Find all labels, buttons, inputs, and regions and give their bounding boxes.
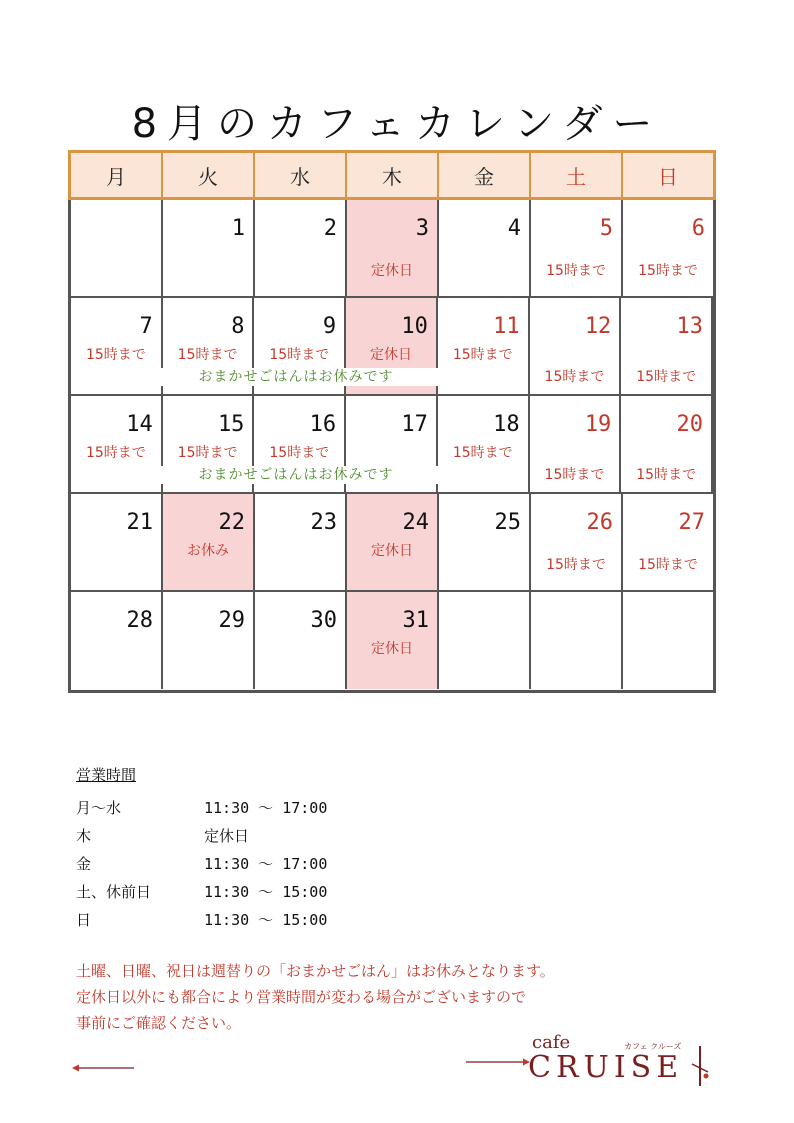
weekday-header bbox=[68, 150, 716, 200]
day-note: 15時まで bbox=[177, 347, 238, 363]
day-note: 15時まで bbox=[638, 263, 698, 279]
hours-row bbox=[76, 793, 327, 821]
day-number: 31 bbox=[402, 608, 429, 633]
week-row bbox=[71, 200, 713, 298]
day-number: 25 bbox=[494, 510, 521, 535]
day-cell bbox=[71, 200, 163, 296]
day-number: 20 bbox=[676, 412, 704, 437]
hours-time: 11:30 ～ 17:00 bbox=[204, 798, 328, 817]
logo-cafe-text: cafe bbox=[532, 1032, 571, 1053]
day-cell-closed bbox=[347, 592, 439, 689]
day-number: 5 bbox=[599, 216, 613, 241]
day-number: 9 bbox=[322, 314, 337, 339]
notice-line: 定休日以外にも都合により営業時間が変わる場合がございますので bbox=[76, 988, 527, 1006]
day-cell bbox=[255, 200, 347, 296]
day-note: 定休日 bbox=[371, 263, 413, 279]
day-number: 18 bbox=[493, 412, 520, 437]
day-cell bbox=[530, 396, 622, 492]
day-cell bbox=[531, 200, 623, 296]
day-number: 16 bbox=[309, 412, 337, 437]
day-number: 7 bbox=[139, 314, 153, 339]
day-note: 15時まで bbox=[85, 347, 146, 363]
weekday-thu: 木 bbox=[347, 153, 439, 197]
day-number: 6 bbox=[691, 216, 705, 241]
day-note: 15時まで bbox=[452, 445, 513, 461]
day-cell bbox=[439, 494, 531, 590]
notice-text bbox=[76, 958, 555, 1036]
day-note: 15時まで bbox=[269, 445, 330, 461]
day-number: 8 bbox=[231, 314, 245, 339]
weekday-wed: 水 bbox=[255, 153, 347, 197]
day-number: 26 bbox=[586, 510, 613, 535]
day-number: 14 bbox=[126, 412, 153, 437]
hours-time: 定休日 bbox=[204, 826, 250, 845]
business-hours bbox=[76, 764, 327, 933]
logo-brand-text: CRUISE bbox=[528, 1050, 684, 1085]
day-number: 3 bbox=[415, 216, 429, 241]
day-cell bbox=[255, 494, 347, 590]
omakase-closed-banner: おまかせごはんはお休みです bbox=[71, 368, 521, 386]
day-number: 29 bbox=[218, 608, 245, 633]
day-number: 24 bbox=[402, 510, 429, 535]
page-title: 8月のカフェカレンダー bbox=[131, 101, 663, 147]
day-cell bbox=[530, 298, 622, 394]
week-row bbox=[71, 494, 713, 592]
day-number: 22 bbox=[218, 510, 245, 535]
hours-time: 11:30 ～ 17:00 bbox=[204, 854, 328, 873]
hours-row bbox=[76, 849, 327, 877]
day-number: 10 bbox=[401, 314, 428, 339]
day-number: 15 bbox=[217, 412, 245, 437]
day-note: 15時まで bbox=[544, 467, 605, 483]
day-number: 27 bbox=[678, 510, 705, 535]
day-note: 15時まで bbox=[452, 347, 513, 363]
day-note: 定休日 bbox=[370, 347, 413, 363]
day-note: 15時まで bbox=[546, 263, 606, 279]
day-note: 15時まで bbox=[269, 347, 330, 363]
day-note: 定休日 bbox=[371, 641, 413, 657]
weekday-fri: 金 bbox=[439, 153, 531, 197]
hours-day: 土、休前日 bbox=[76, 882, 152, 901]
notice-line: 事前にご確認ください。 bbox=[76, 1014, 242, 1032]
hours-day: 木 bbox=[76, 826, 92, 845]
day-number: 19 bbox=[584, 412, 612, 437]
notice-line: 土曜、日曜、祝日は週替りの「おまかせごはん」はお休みとなります。 bbox=[76, 962, 555, 980]
week-row bbox=[71, 298, 713, 396]
weekday-sat: 土 bbox=[531, 153, 623, 197]
day-number: 2 bbox=[323, 216, 337, 241]
hours-day: 日 bbox=[76, 910, 92, 929]
weekday-mon: 月 bbox=[71, 153, 163, 197]
week-row bbox=[71, 592, 713, 689]
hours-row bbox=[76, 905, 327, 933]
day-note: お休み bbox=[187, 543, 229, 559]
day-note: 15時まで bbox=[85, 445, 146, 461]
day-cell bbox=[439, 592, 531, 689]
day-cell bbox=[623, 494, 713, 590]
day-cell bbox=[439, 200, 531, 296]
day-cell bbox=[623, 592, 713, 689]
day-cell bbox=[621, 396, 713, 492]
day-cell-closed bbox=[347, 494, 439, 590]
day-cell bbox=[255, 592, 347, 689]
week-row bbox=[71, 396, 713, 494]
hours-time: 11:30 ～ 15:00 bbox=[204, 910, 328, 929]
day-note: 定休日 bbox=[371, 543, 413, 559]
day-cell bbox=[531, 494, 623, 590]
arrow-left-icon bbox=[72, 1062, 134, 1074]
day-number: 11 bbox=[493, 314, 520, 339]
day-number: 23 bbox=[310, 510, 337, 535]
hours-row bbox=[76, 821, 327, 849]
day-number: 17 bbox=[401, 412, 428, 437]
day-cell bbox=[531, 592, 623, 689]
day-number: 30 bbox=[310, 608, 337, 633]
logo-kana-text: カフェ クルーズ bbox=[624, 1042, 682, 1051]
hours-title: 営業時間 bbox=[76, 766, 137, 784]
day-number: 4 bbox=[507, 216, 521, 241]
day-note: 15時まで bbox=[177, 445, 238, 461]
day-number: 28 bbox=[126, 608, 153, 633]
hours-day: 月～水 bbox=[76, 798, 122, 817]
weekday-sun: 日 bbox=[658, 164, 678, 189]
day-number: 13 bbox=[676, 314, 704, 339]
day-cell-closed bbox=[163, 494, 255, 590]
day-number: 12 bbox=[584, 314, 612, 339]
day-note: 15時まで bbox=[636, 467, 697, 483]
hours-time: 11:30 ～ 15:00 bbox=[204, 882, 328, 901]
day-cell bbox=[163, 592, 255, 689]
calendar-body bbox=[68, 200, 716, 693]
omakase-closed-banner: おまかせごはんはお休みです bbox=[71, 466, 521, 484]
day-cell bbox=[163, 200, 255, 296]
day-note: 15時まで bbox=[636, 369, 697, 385]
day-cell bbox=[71, 592, 163, 689]
cafe-cruise-logo bbox=[466, 1032, 716, 1088]
day-cell-closed bbox=[347, 200, 439, 296]
day-note: 15時まで bbox=[546, 557, 606, 573]
day-number: 1 bbox=[231, 216, 245, 241]
day-number: 21 bbox=[126, 510, 153, 535]
day-cell bbox=[621, 298, 713, 394]
hours-row bbox=[76, 877, 327, 905]
day-cell bbox=[623, 200, 713, 296]
weekday-tue: 火 bbox=[163, 153, 255, 197]
day-note: 15時まで bbox=[544, 369, 605, 385]
calendar bbox=[68, 150, 716, 693]
hours-day: 金 bbox=[76, 854, 92, 873]
day-note: 15時まで bbox=[638, 557, 698, 573]
day-cell bbox=[71, 494, 163, 590]
